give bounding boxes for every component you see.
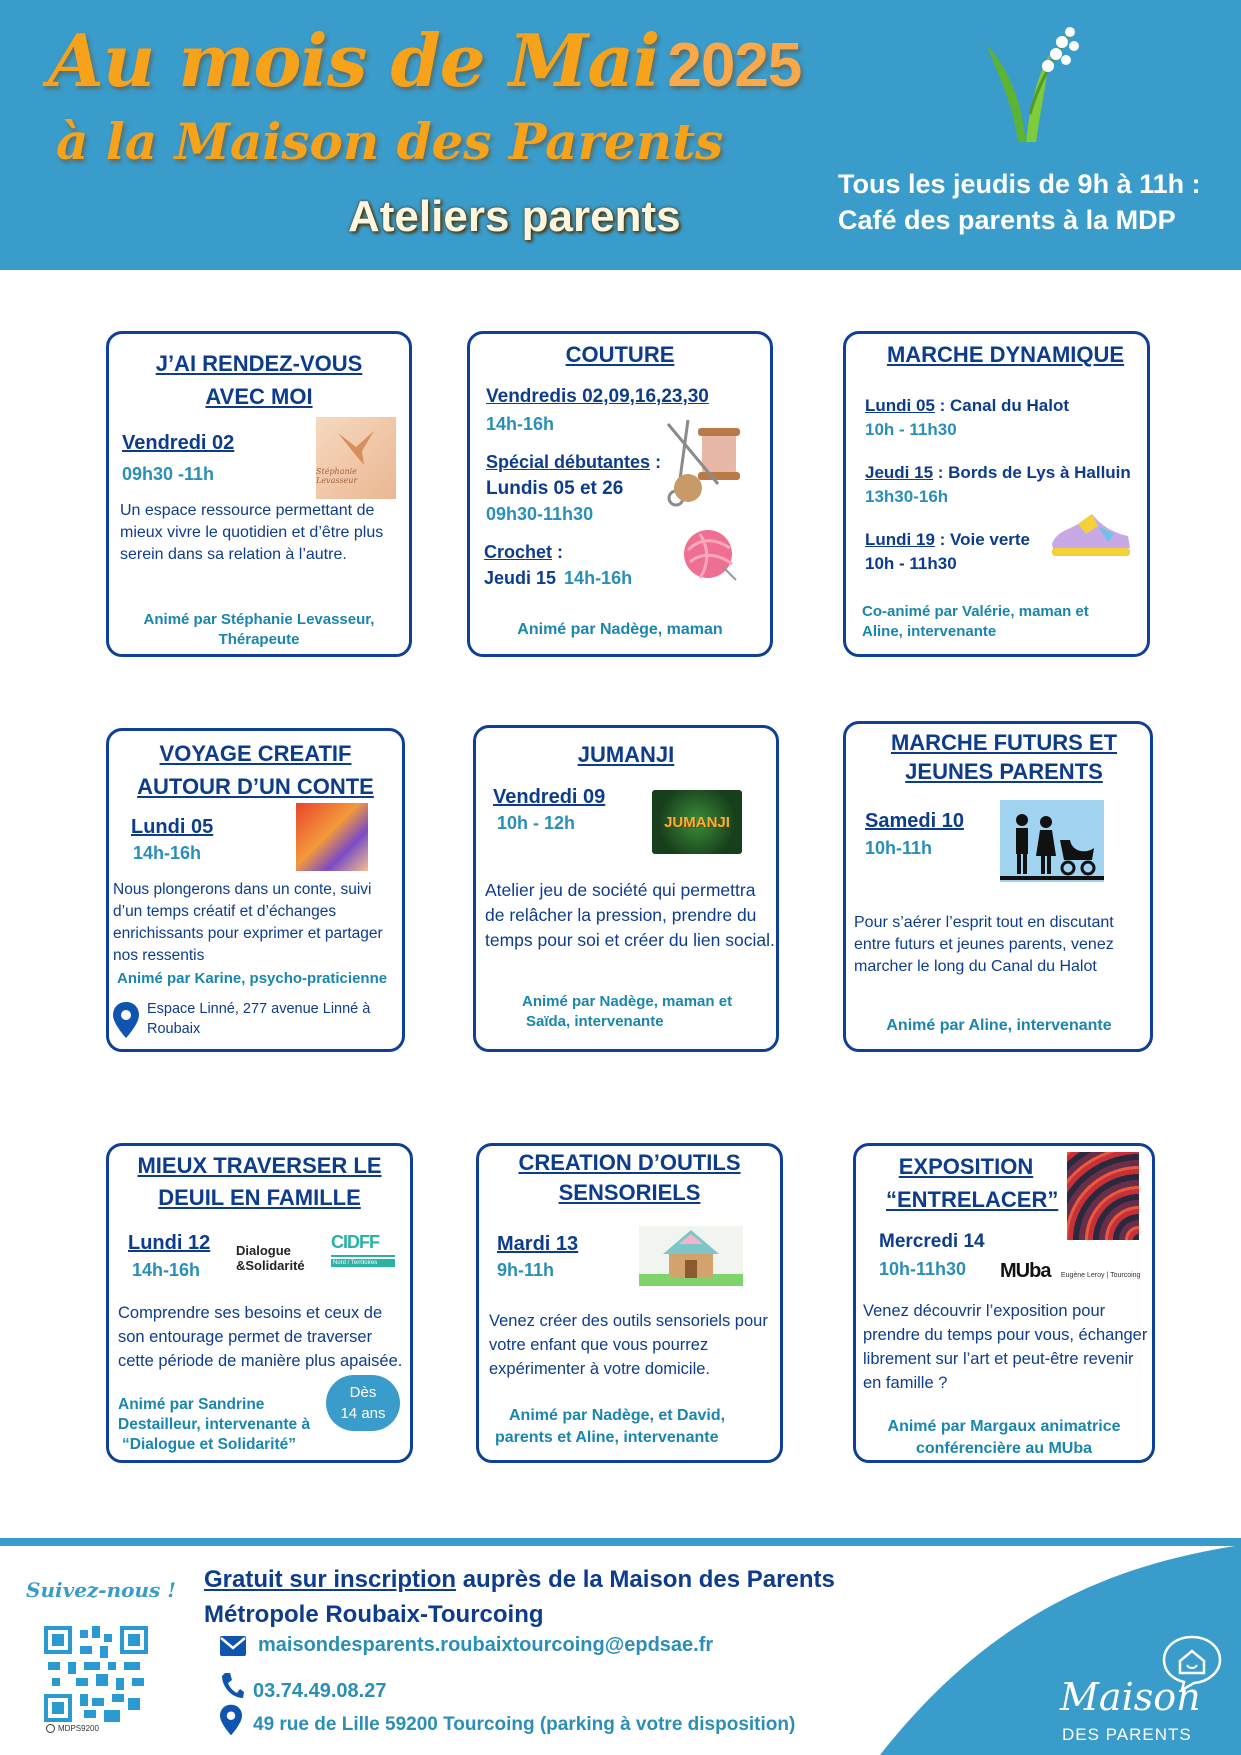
- card-title: [109, 347, 409, 413]
- header-banner: [0, 0, 1241, 270]
- logo-line: Dialogue: [236, 1243, 291, 1258]
- cafe-notice: [838, 166, 1201, 238]
- animator-line: parents et Aline, intervenante: [495, 1429, 719, 1446]
- logo-subtext: Eugène Leroy | Tourcoing: [1060, 1272, 1141, 1279]
- animator-line: Animé par Stéphanie Levasseur,: [143, 611, 375, 628]
- walk-day: Lundi 05: [865, 396, 935, 415]
- card-animator: [118, 1395, 328, 1455]
- logo-text: CIDFF: [331, 1232, 379, 1252]
- special-beginners: [486, 452, 661, 473]
- header-title-line2: à la Maison des Parents: [56, 112, 724, 171]
- badge-line: 14 ans: [340, 1405, 386, 1422]
- logo-text: MUba: [1000, 1260, 1051, 1282]
- card-marche-dynamique: [843, 331, 1150, 657]
- card-animator: Animé par Nadège, maman: [517, 621, 723, 638]
- title-line: CREATION D’OUTILS: [518, 1150, 741, 1175]
- card-voyage-creatif: [106, 728, 405, 1052]
- logo-text: JUMANJI: [664, 813, 730, 831]
- animator-line: Destailleur, intervenante à: [118, 1416, 311, 1433]
- card-outils-sensoriels: [476, 1143, 783, 1463]
- walk-day: Lundi 19: [865, 530, 935, 549]
- title-line: J’AI RENDEZ-VOUS: [155, 351, 363, 376]
- address-pin-icon: [220, 1704, 242, 1736]
- card-rendez-vous: [106, 331, 412, 657]
- card-address: Espace Linné, 277 avenue Linné à Roubaix: [147, 1001, 371, 1037]
- card-animator: [856, 1416, 1152, 1460]
- registration-rest: auprès de la Maison des Parents: [456, 1566, 835, 1593]
- animator-line: Saïda, intervenante: [526, 1013, 664, 1030]
- card-time: 10h-11h30: [879, 1259, 967, 1279]
- card-animator: [522, 992, 772, 1032]
- walk-place: : Canal du Halot: [934, 396, 1070, 415]
- card-description: Un espace ressource permettant de mieux vivre le quotidien et d’être plus serein dans sa relation à l’autre.: [120, 502, 384, 563]
- card-date: Vendredis 02,09,16,23,30: [486, 386, 709, 407]
- animator-line: Animé par Margaux animatrice: [887, 1418, 1121, 1435]
- logo-text: Stéphanie Levasseur: [316, 467, 358, 485]
- badge-line: Dès: [349, 1384, 377, 1401]
- email-link[interactable]: maisondesparents.roubaixtourcoing@epdsae.fr: [258, 1634, 714, 1656]
- card-description: Venez créer des outils sensoriels pour votre enfant que vous pourrez expérimenter à votre domicile.: [489, 1312, 768, 1378]
- animator-line: Animé par Sandrine: [118, 1396, 265, 1413]
- crochet-label: Crochet: [484, 542, 553, 562]
- therapist-logo: [316, 417, 396, 499]
- qr-code[interactable]: [44, 1626, 148, 1722]
- walk-1-time: 10h - 11h30: [865, 420, 957, 439]
- card-animator: Animé par Karine, psycho-praticienne: [117, 970, 388, 987]
- crochet-schedule: [484, 568, 632, 589]
- title-line: MIEUX TRAVERSER LE: [137, 1153, 382, 1178]
- card-title: JUMANJI: [577, 742, 675, 767]
- card-date: Vendredi 02: [122, 432, 235, 454]
- animator-line: “Dialogue et Solidarité”: [122, 1436, 296, 1453]
- card-date: Mardi 13: [497, 1233, 579, 1255]
- card-description: Venez découvrir l’exposition pour prendre du temps pour vous, échanger librement sur l’art et peut-être revenir en famille ?: [863, 1302, 1148, 1392]
- logo-line: &Solidarité: [236, 1258, 305, 1273]
- title-year: 2025: [667, 31, 802, 100]
- title-line: MARCHE FUTURS ET: [890, 730, 1118, 755]
- card-marche-futurs-parents: [843, 721, 1153, 1052]
- title-line: EXPOSITION: [898, 1154, 1034, 1179]
- phone-icon: [220, 1672, 244, 1700]
- card-exposition: [853, 1143, 1155, 1463]
- card-title: [109, 737, 402, 803]
- title-text: Au mois de Mai: [48, 18, 660, 103]
- logo-word-parents: DES PARENTS: [1062, 1725, 1192, 1744]
- card-jumanji: [473, 725, 779, 1052]
- title-line: DEUIL EN FAMILLE: [158, 1185, 361, 1210]
- card-time: 10h-11h: [865, 838, 933, 858]
- animator-line: Thérapeute: [218, 631, 300, 648]
- card-time: 14h-16h: [133, 843, 202, 863]
- special-days: Lundis 05 et 26: [486, 478, 624, 499]
- follow-us-label: Suivez-nous !: [26, 1578, 177, 1602]
- card-date: Lundi 05: [131, 816, 214, 838]
- yarn-ball-icon: [682, 526, 738, 582]
- card-date: Samedi 10: [865, 810, 964, 832]
- walk-3-time: 10h - 11h30: [865, 554, 957, 573]
- card-animator: [479, 1405, 780, 1449]
- exhibition-artwork: [1067, 1152, 1139, 1240]
- card-title: [109, 1150, 410, 1214]
- animator-line: Aline, intervenante: [862, 623, 997, 640]
- card-deuil-en-famille: [106, 1143, 413, 1463]
- free-registration: Gratuit sur inscription: [204, 1566, 457, 1593]
- card-description: Nous plongerons dans un conte, suivi d’un temps créatif et d’échanges enrichissants pour exprimer et partager nos ressentis: [113, 881, 383, 964]
- header-subtitle: Ateliers parents: [348, 192, 681, 241]
- title-line: VOYAGE CREATIF: [159, 741, 352, 766]
- walk-3: [865, 530, 1030, 550]
- muba-logo: [1000, 1260, 1140, 1283]
- animator-line: Animé par Nadège, maman et: [522, 993, 733, 1010]
- walk-place: : Bords de Lys à Halluin: [933, 463, 1131, 482]
- jumanji-game-logo: [652, 790, 742, 854]
- family-walk-icon: [1000, 800, 1104, 882]
- logo-subtext: Nord / Territoires: [331, 1259, 395, 1267]
- animator-line: Co-animé par Valérie, maman et: [862, 603, 1089, 620]
- sensory-house-icon: [639, 1226, 743, 1286]
- card-description: Pour s’aérer l’esprit tout en discutant entre futurs et jeunes parents, venez marcher le long du Canal du Halot: [854, 914, 1114, 975]
- card-title: [846, 728, 1162, 786]
- phone-number[interactable]: 03.74.49.08.27: [253, 1680, 387, 1702]
- walk-2: [865, 463, 1131, 483]
- facebook-icon: [46, 1724, 55, 1733]
- card-animator: [109, 610, 409, 650]
- special-time: 09h30-11h30: [486, 504, 594, 524]
- card-couture: [467, 331, 773, 657]
- title-line: JEUNES PARENTS: [905, 759, 1103, 784]
- card-time: 10h - 12h: [497, 813, 576, 833]
- card-animator: Animé par Aline, intervenante: [886, 1017, 1112, 1034]
- card-title: MARCHE DYNAMIQUE: [886, 342, 1125, 367]
- animator-line: Animé par Nadège, et David,: [509, 1407, 726, 1424]
- card-description: Comprendre ses besoins et ceux de son entourage permet de traverser cette période de manière plus apaisée.: [118, 1304, 403, 1370]
- card-title: [886, 1150, 1059, 1216]
- social-handle: [46, 1724, 99, 1733]
- special-label: Spécial débutantes: [486, 452, 651, 472]
- card-animator: [862, 602, 1142, 642]
- walk-2-time: 13h30-16h: [865, 487, 949, 506]
- cafe-line-2: Café des parents à la MDP: [838, 205, 1176, 235]
- crochet-day: Jeudi 15: [484, 568, 557, 588]
- sewing-tools-icon: [658, 414, 754, 510]
- crochet-colon: :: [552, 542, 564, 562]
- logo-word-maison: Maison: [1060, 1675, 1201, 1719]
- animator-line: conférencière au MUba: [915, 1440, 1093, 1457]
- registration-line: [204, 1566, 835, 1594]
- walk-day: Jeudi 15: [865, 463, 934, 482]
- card-time: 09h30 -11h: [122, 464, 215, 484]
- footer-address: 49 rue de Lille 59200 Tourcoing (parking à votre disposition): [253, 1714, 796, 1735]
- card-date: Lundi 12: [128, 1232, 211, 1254]
- lily-of-the-valley-icon: [978, 14, 1088, 144]
- location-pin-icon: [113, 1002, 139, 1038]
- card-title: [479, 1148, 780, 1208]
- header-title: [48, 18, 801, 103]
- card-time: 14h-16h: [132, 1260, 201, 1280]
- hummingbird-icon: [334, 427, 378, 467]
- title-line: AVEC MOI: [205, 384, 313, 409]
- card-title: COUTURE: [565, 342, 675, 367]
- email-icon: [220, 1636, 246, 1656]
- logo-divider: [331, 1255, 395, 1257]
- title-line: SENSORIELS: [558, 1180, 701, 1205]
- crochet: [484, 542, 563, 563]
- maison-des-parents-logo: [880, 1545, 1241, 1755]
- cidff-logo: [331, 1232, 395, 1286]
- crochet-time: 14h-16h: [564, 568, 633, 588]
- cafe-line-1: Tous les jeudis de 9h à 11h :: [838, 169, 1201, 199]
- card-time: 9h-11h: [497, 1260, 555, 1280]
- walk-1: [865, 396, 1069, 416]
- walk-place: : Voie verte: [934, 530, 1031, 549]
- card-time: 14h-16h: [486, 414, 555, 434]
- age-badge: [326, 1375, 400, 1431]
- organisation-line: Métropole Roubaix-Tourcoing: [204, 1601, 544, 1628]
- title-line: “ENTRELACER”: [886, 1187, 1059, 1212]
- card-date: Mercredi 14: [879, 1231, 985, 1252]
- social-handle-text: MDPS9200: [58, 1724, 99, 1733]
- sneaker-icon: [1048, 504, 1132, 560]
- creative-art-image: [296, 803, 368, 871]
- title-line: AUTOUR D’UN CONTE: [137, 774, 374, 799]
- card-description: Atelier jeu de société qui permettra de relâcher la pression, prendre du temps pour soi et créer du lien social.: [485, 880, 775, 950]
- card-date: Vendredi 09: [493, 786, 606, 808]
- special-colon: :: [650, 452, 662, 472]
- dialogue-solidarite-logo: [236, 1243, 324, 1273]
